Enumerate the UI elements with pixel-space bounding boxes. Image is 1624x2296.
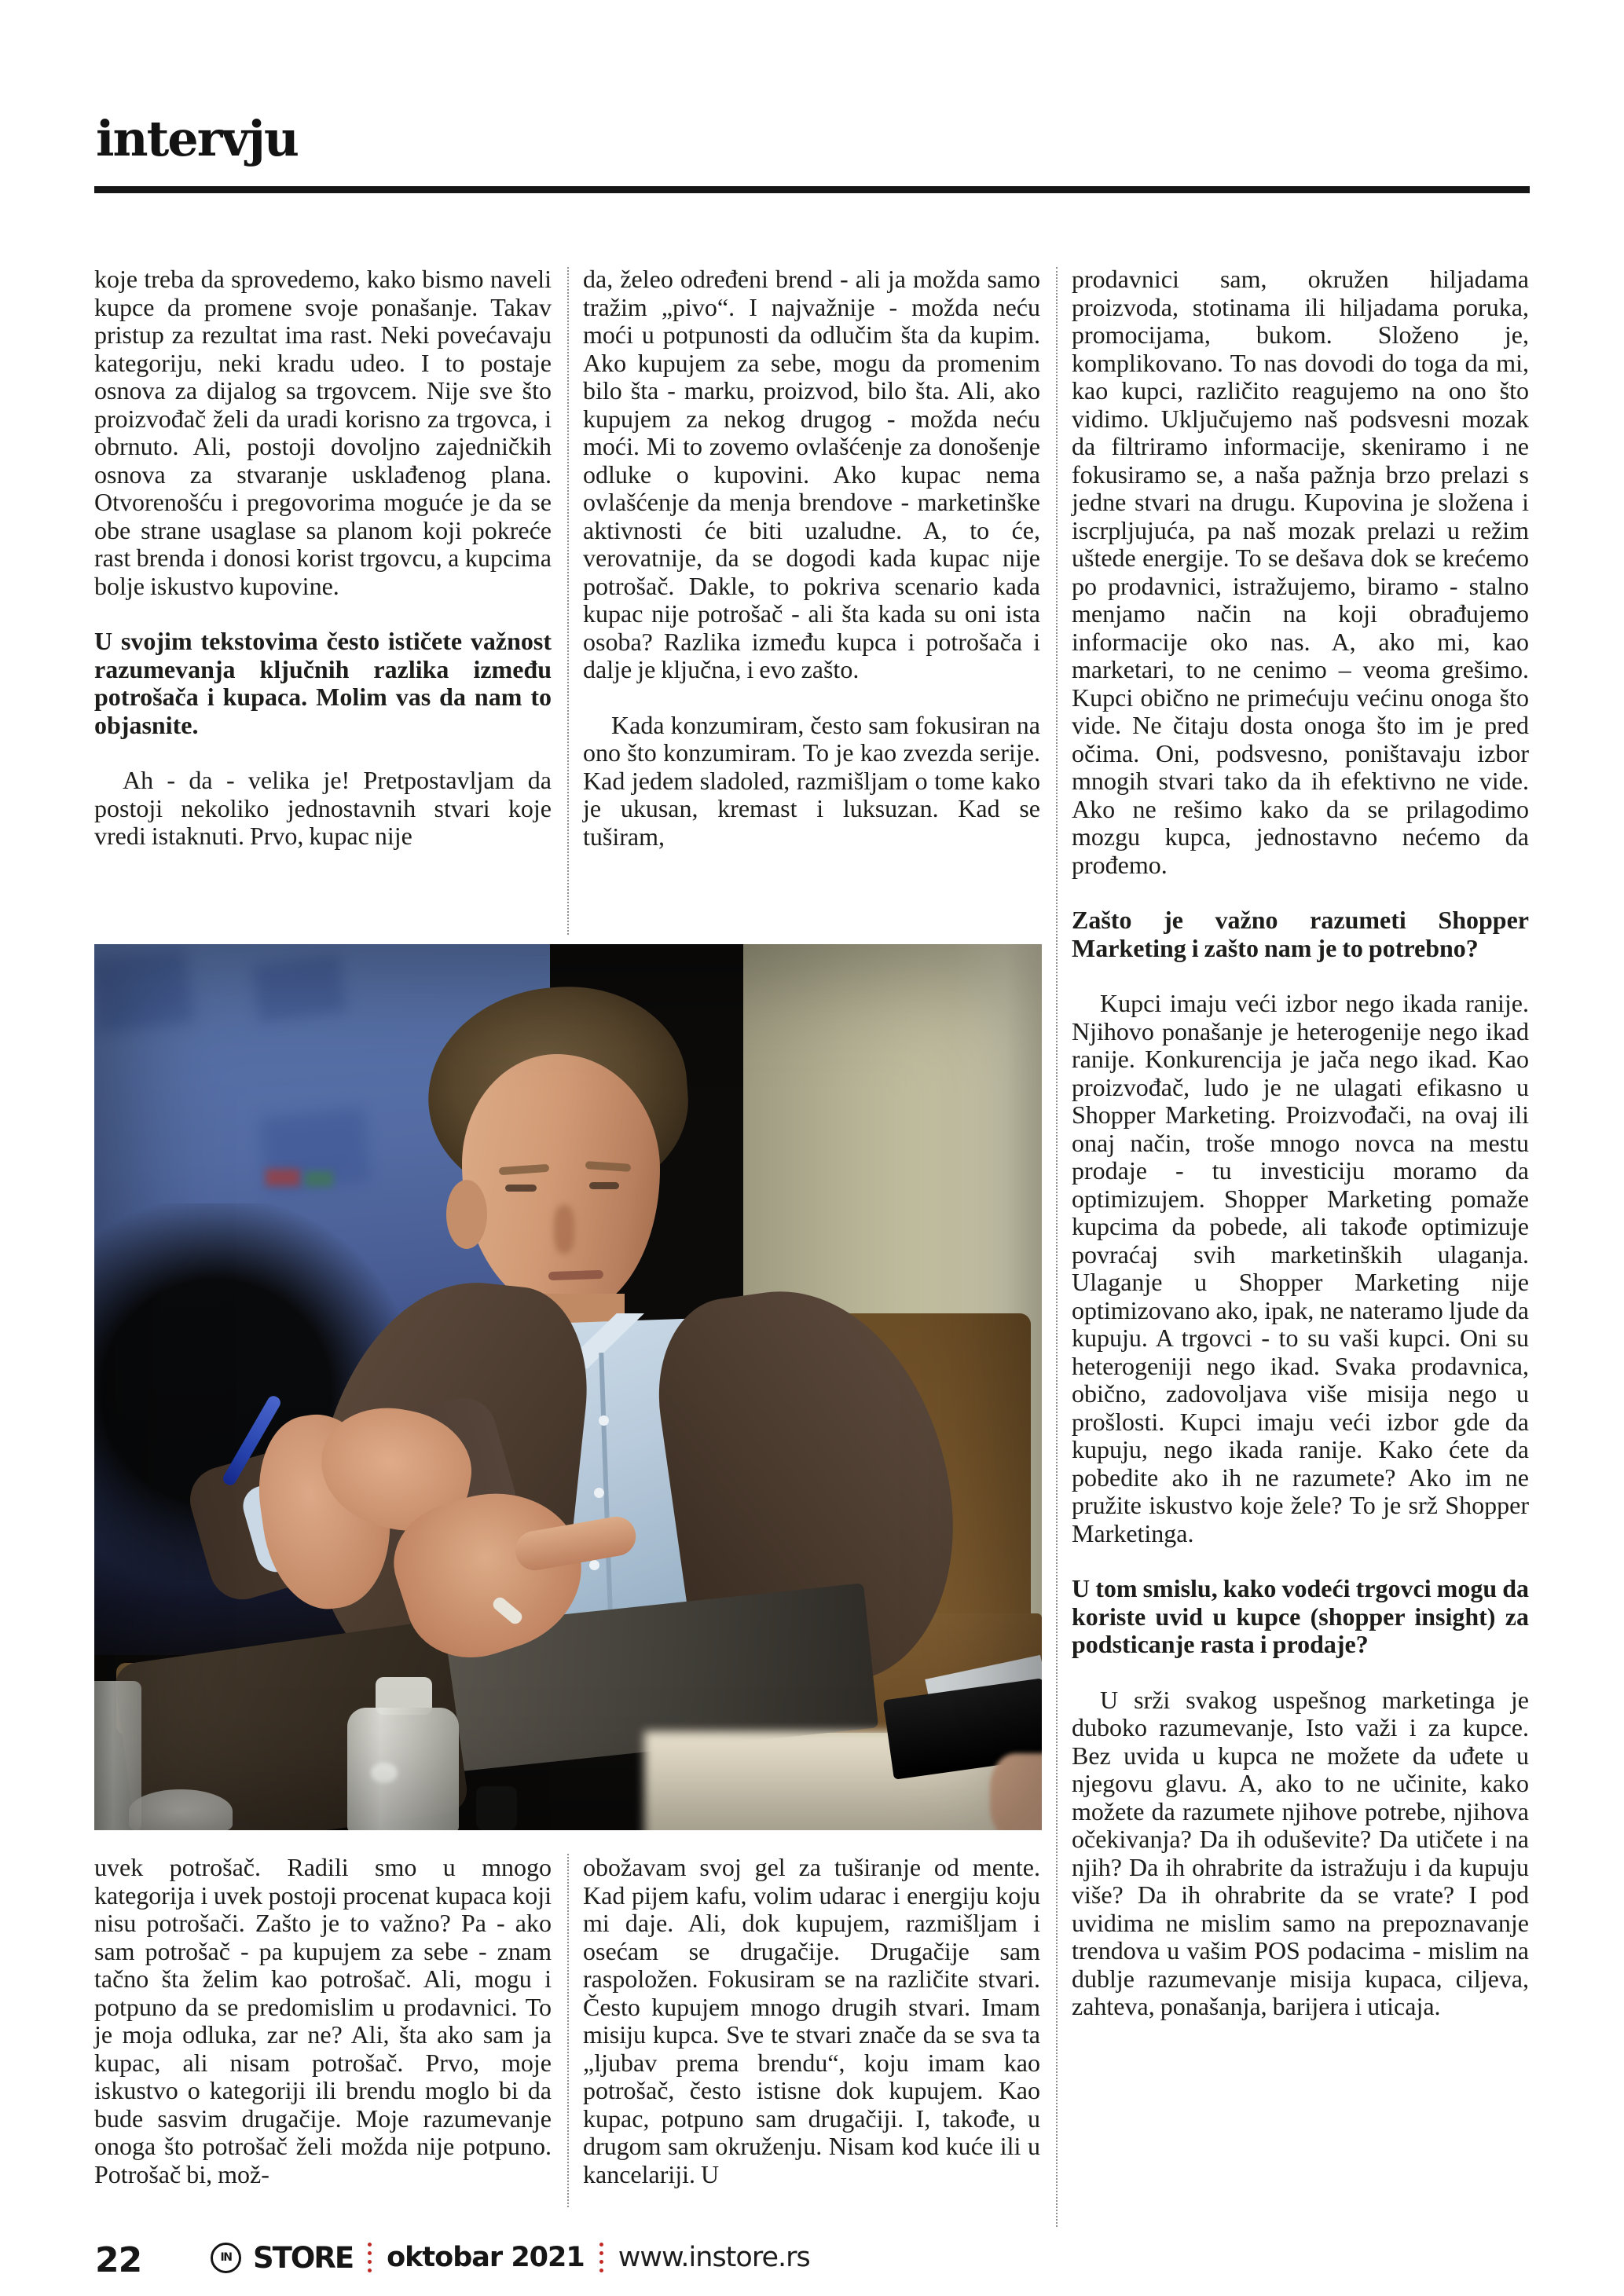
article-column-1-top (94, 265, 552, 851)
column-divider (567, 1854, 569, 2207)
red-dotted-separator (368, 2243, 372, 2272)
column-divider (567, 267, 569, 935)
article-column-3 (1072, 265, 1529, 2021)
page-footer (0, 2236, 1624, 2283)
paragraph: Kada konzumiram, često sam fokusiran na ono što konzumiram. To je kao zvezda serije. Kad jedem sladoled, razmišljam o tome kako je ukusan, kremast i luksuzan. Kad se tuširam, (583, 710, 1040, 851)
paragraph: obožavam svoj gel za tuširanje od mente. Kad pijem kafu, volim udarac i energiju koju mi daje. Ali, dok kupujem, razmišljam i osećam se drugačije. Drugačije sam raspoložen. Fokusiram se na različite stvari. Često kupujem mnogo drugih stvari. Imam misiju kupca. Sve te stvari znače da se sva ta „ljubav prema brendu“, koju imam kao potrošač, često istisne dok kupujem. Kao kupac, potpuno sam drugačiji. I, takođe, u drugom sam okruženju. Nisam kod kuće ili u kancelariji. U (583, 1853, 1040, 2188)
interview-question: U tom smislu, kako vodeći trgovci mogu da koriste uvid u kupce (shopper insight) za podsticanje rasta i prodaje? (1072, 1574, 1529, 1658)
header-rule (94, 186, 1530, 193)
paragraph: prodavnici sam, okružen hiljadama proizvoda, stotinama ili hiljadama poruka, promocijama, bukom. Složeno je, komplikovano. To nas dovodi do toga da mi, kao kupci, različito reagujemo na ono što vidimo. Uključujemo naš podsvesni mozak da filtriramo informacije, skeniramo i ne fokusiramo se, a naša pažnja brzo prelazi s jedne stvari na drugu. Kupovina je složena i iscrpljujuća, pa naš mozak prelazi u režim uštede energije. To se dešava dok se krećemo po prodavnici, istražujemo, biramo - stalno menjamo način na koji obrađujemo informacije oko nas. A, ako mi, kao marketari, to ne cenimo – veoma grešimo. Kupci obično ne primećuju većinu onoga što vide. Ne čitaju dosta onoga što im je pred očima. Oni, podsvesno, poništavaju izbor mnogih stvari tako da ih efektivno ne vide. Ako ne rešimo kako da se prilagodimo mozgu kupca, jednostavno nećemo da prođemo. (1072, 265, 1529, 879)
paragraph: koje treba da sprovedemo, kako bismo naveli kupce da promene svoje ponašanje. Takav pristup za rezultat ima rast. Neki povećavaju kategoriju, neki kradu udeo. I to postaje osnova za dijalog sa trgovcem. Nije sve što proizvođač želi da uradi korisno za trgovca, i obrnuto. Ali, postoji dovoljno zajedničkih osnova za stvaranje usklađenog plana. Otvorenošću i pregovorima moguće je da se obe strane usaglase sa planom koji pokreće rast brenda i donosi korist trgovcu, a kupcima bolje iskustvo kupovine. (94, 265, 552, 600)
logo-in-text: IN (220, 2251, 232, 2264)
column-divider (1056, 267, 1058, 2227)
paragraph: da, želeo određeni brend - ali ja možda samo tražim „pivo“. I najvažnije - možda neću moći u potpunosti da odlučim šta da kupim. Ako kupujem za sebe, mogu da promenim bilo šta - marku, proizvod, bilo šta. Ali, ako kupujem za nekog drugog - možda neću moći. Mi to zovemo ovlašćenje za donošenje odluke o kupovini. Ako kupac nema ovlašćenje da menja brendove - marketinške aktivnosti će biti uzaludne. A, to će, verovatnije, da se dogodi kada kupac nije potrošač. Dakle, to pokriva scenario kada kupac nije potrošač - ali šta kada su oni ista osoba? Razlika između kupca i potrošača i dalje je ključna, i evo zašto. (583, 265, 1040, 683)
paragraph: U srži svakog uspešnog marketinga je duboko razumevanje, Isto važi i za kupce. Bez uvida u kupca ne možete da uđete u njegovu glavu. A, ako to ne učinite, kako možete da razumete njihove potrebe, njihova očekivanja? Da ih oduševite? Da utičete i na njih? Da ih ohrabrite da istražuju i da kupuju više? Da ih ohrabrite da se vrate? I pod uvidima ne mislim samo na prepoznavanje trendova u vašim POS podacima - mislim na dublje razumevanje misija kupaca, ciljeva, zahteva, ponašanja, barijera i uticaja. (1072, 1685, 1529, 2020)
photo-vignette (94, 944, 1042, 1830)
instore-circle-logo (211, 2243, 241, 2273)
footer-brand-row (211, 2236, 810, 2280)
paragraph: Ah - da - velika je! Pretpostavljam da postoji nekoliko jednostavnih stvari koje vredi istaknuti. Prvo, kupac nije (94, 766, 552, 850)
interview-photo (94, 944, 1042, 1830)
article-column-2-top (583, 265, 1040, 851)
article-column-1-bottom (94, 1854, 552, 2188)
paragraph: uvek potrošač. Radili smo u mnogo kategorija i uvek postoji procenat kupaca koji nisu potrošači. Zašto je to važno? Pa - ako sam potrošač - pa kupujem za sebe - znam tačno šta želim kao potrošač. Ali, mogu i potpuno da se predomislim u prodavnici. To je moja odluka, zar ne? Ali, šta ako sam ja kupac, ali nisam potrošač. Prvo, moje iskustvo o kategoriji ili brendu moglo bi da bude sasvim drugačije. Moje razumevanje onoga što potrošač želi možda nije potpuno. Potrošač bi, mož- (94, 1853, 552, 2188)
article-column-2-bottom (583, 1854, 1040, 2188)
page-number: 22 (95, 2240, 142, 2280)
section-label: intervju (96, 110, 298, 167)
paragraph: Kupci imaju veći izbor nego ikada ranije. Njihovo ponašanje je heterogenije nego ikad ranije. Konkurencija je jača nego ikad. Kao proizvođač, ludo je ne ulagati efikasno u Shopper Marketing. Proizvođači, na ovaj ili onaj način, troše mnogo novca na mestu prodaje - tu investiciju moramo da optimizujem. Shopper Marketing pomaže kupcima da pobede, ali takođe optimizuje povraćaj svih marketinških ulaganja. Ulaganje u Shopper Marketing nije optimizovano ako, ipak, ne nateramo ljude da kupuju. A trgovci - to su vaši kupci. Oni su heterogeniji nego ikad. Svaka prodavnica, obično, zadovoljava više misija nego u prošlosti. Kupci imaju veći izbor gde da kupuju, nego ikada ranije. Kako ćete da pobedite ako ih ne razumete? Ako im ne pružite iskustvo koje žele? To je srž Shopper Marketinga. (1072, 989, 1529, 1547)
issue-date: oktobar 2021 (387, 2242, 585, 2273)
store-logo-text: STORE (253, 2240, 354, 2275)
interview-question: Zašto je važno razumeti Shopper Marketing i zašto nam je to potrebno? (1072, 906, 1529, 962)
red-dotted-separator (599, 2243, 603, 2272)
website-url: www.instore.rs (618, 2242, 810, 2273)
interview-question: U svojim tekstovima često ističete važnost razumevanja ključnih razlika između potrošača i kupaca. Molim vas da nam to objasnite. (94, 627, 552, 739)
